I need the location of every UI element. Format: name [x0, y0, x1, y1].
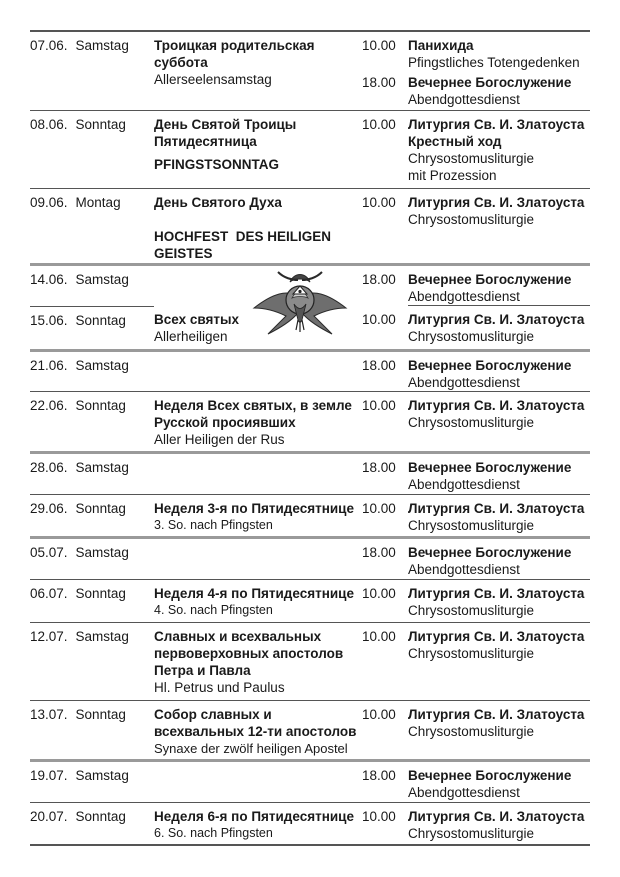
time-cell — [362, 32, 408, 110]
feast-subtitle: Allerseelensamstag — [154, 72, 272, 87]
service-cell — [408, 352, 590, 391]
weekday: Sonntag — [75, 117, 126, 132]
date-cell — [30, 189, 154, 263]
service-name: Литургия Св. И. Златоуста — [408, 195, 585, 210]
table-row — [30, 30, 590, 110]
service-name: Литургия Св. И. Златоуста — [408, 117, 585, 132]
service-cell — [408, 495, 590, 536]
service — [408, 37, 590, 71]
feast-subtitle: 6. So. nach Pfingsten — [154, 826, 273, 840]
feast-cell — [154, 762, 362, 802]
feast-cell — [154, 495, 362, 536]
date: 15.06. — [30, 313, 68, 328]
service-desc: Chrysostomusliturgie — [408, 724, 535, 739]
date: 05.07. — [30, 545, 68, 560]
feast-title: Славных и всехвальных первоверховных апостолов Петра и Павла — [154, 629, 344, 678]
weekday: Montag — [75, 195, 121, 210]
service-time: 10.00 — [362, 586, 396, 601]
feast-subtitle: Synaxe der zwölf heiligen Apostel — [154, 741, 348, 756]
service-desc: Abendgottesdienst — [408, 562, 520, 577]
feast-title: День Святой Троицы Пятидесятница — [154, 117, 297, 149]
weekday: Samstag — [75, 358, 129, 373]
table-row — [30, 110, 590, 188]
service-time: 10.00 — [362, 809, 396, 824]
service-name: Вечернее Богослужение — [408, 272, 572, 287]
weekday: Samstag — [75, 460, 129, 475]
service-name: Вечернее Богослужение — [408, 768, 572, 783]
service-time: 18.00 — [362, 460, 396, 475]
service-desc: Chrysostomusliturgie — [408, 518, 535, 533]
date-cell — [30, 454, 154, 494]
service-time: 10.00 — [362, 38, 396, 53]
service-name: Литургия Св. И. Златоуста — [408, 707, 585, 722]
service-desc: Chrysostomusliturgie — [408, 151, 535, 166]
feast-name-german: HOCHFEST DES HEILIGEN GEISTES — [154, 229, 335, 261]
table-row — [30, 349, 590, 391]
service-name: Литургия Св. И. Златоуста — [408, 398, 585, 413]
service-desc: Chrysostomusliturgie — [408, 415, 535, 430]
weekday: Samstag — [75, 545, 129, 560]
service-desc: Chrysostomusliturgie — [408, 646, 535, 661]
service-desc: Pfingstliches Totengedenken — [408, 55, 580, 70]
date-cell — [30, 623, 154, 700]
time-cell — [362, 539, 408, 579]
date-cell — [30, 701, 154, 759]
feast-title: Собор славных и всехвальных 12-ти апостолов — [154, 707, 357, 739]
service-desc: Abendgottesdienst — [408, 92, 520, 107]
service-cell — [408, 701, 590, 759]
date: 19.07. — [30, 768, 68, 783]
service-cell — [408, 111, 590, 188]
service-time: 18.00 — [362, 768, 396, 783]
table-row — [30, 622, 590, 700]
feast-subtitle: Allerheiligen — [154, 329, 228, 344]
feast-cell — [154, 32, 362, 110]
weekday: Sonntag — [75, 809, 126, 824]
service-time: 10.00 — [362, 629, 396, 644]
date: 21.06. — [30, 358, 68, 373]
table-row — [30, 802, 590, 846]
feast-title: Всех святых — [154, 312, 240, 327]
service-time: 10.00 — [362, 312, 396, 327]
time-cell — [362, 111, 408, 188]
service-time: 10.00 — [362, 117, 396, 132]
feast-cell — [154, 580, 362, 622]
time-cell — [362, 701, 408, 759]
service-desc: Chrysostomusliturgie — [408, 826, 535, 841]
weekday: Sonntag — [75, 313, 126, 328]
service-name: Литургия Св. И. Златоуста — [408, 501, 585, 516]
table-row — [30, 579, 590, 622]
service-cell — [408, 306, 590, 349]
feast-cell — [154, 111, 362, 188]
service — [408, 74, 590, 108]
service-name: Вечернее Богослужение — [408, 75, 572, 90]
feast-cell — [154, 189, 362, 263]
service-cell — [408, 32, 590, 110]
feast-title: Неделя 6-я по Пятидесятнице — [154, 809, 354, 824]
time-cell — [362, 803, 408, 844]
service-cell — [408, 454, 590, 494]
service-time: 18.00 — [362, 272, 396, 287]
service-time: 18.00 — [362, 75, 396, 90]
time-cell — [362, 266, 408, 306]
service-desc: Abendgottesdienst — [408, 477, 520, 492]
date-cell — [30, 266, 154, 306]
service-time: 10.00 — [362, 195, 396, 210]
service-desc: Abendgottesdienst — [408, 375, 520, 390]
table-row — [30, 391, 590, 451]
date: 28.06. — [30, 460, 68, 475]
service-desc-extra: mit Prozession — [408, 168, 497, 183]
date-cell — [30, 803, 154, 844]
table-row — [30, 451, 590, 494]
table-row — [30, 536, 590, 579]
service-name: Вечернее Богослужение — [408, 460, 572, 475]
time-cell — [362, 762, 408, 802]
date: 12.07. — [30, 629, 68, 644]
feast-title: Троицкая родительская суббота — [154, 38, 315, 70]
feast-cell — [154, 701, 362, 759]
schedule-table — [30, 30, 590, 846]
service-cell — [408, 539, 590, 579]
service-desc: Chrysostomusliturgie — [408, 329, 535, 344]
weekday: Sonntag — [75, 398, 126, 413]
service-desc: Chrysostomusliturgie — [408, 603, 535, 618]
feast-title: Неделя Всех святых, в земле Русской просиявших — [154, 398, 352, 430]
feast-cell — [154, 454, 362, 494]
dove-icon — [250, 268, 350, 340]
date: 07.06. — [30, 38, 68, 53]
feast-subtitle: Aller Heiligen der Rus — [154, 432, 285, 447]
service-cell — [408, 803, 590, 844]
date-cell — [30, 111, 154, 188]
weekday: Samstag — [75, 272, 129, 287]
date: 29.06. — [30, 501, 68, 516]
date-cell — [30, 32, 154, 110]
service-desc: Abendgottesdienst — [408, 289, 520, 304]
time-cell — [362, 580, 408, 622]
service-name-extra: Крестный ход — [408, 134, 502, 149]
date-cell — [30, 306, 154, 349]
service-time: 10.00 — [362, 398, 396, 413]
service-name: Литургия Св. И. Златоуста — [408, 809, 585, 824]
table-row — [30, 188, 590, 263]
table-row — [30, 494, 590, 536]
date-cell — [30, 539, 154, 579]
date-cell — [30, 580, 154, 622]
feast-cell — [154, 803, 362, 844]
date: 14.06. — [30, 272, 68, 287]
service-time: 18.00 — [362, 545, 396, 560]
time-cell — [362, 352, 408, 391]
service-name: Вечернее Богослужение — [408, 358, 572, 373]
date: 06.07. — [30, 586, 68, 601]
table-row — [30, 700, 590, 759]
service-cell — [408, 189, 590, 263]
service-name: Вечернее Богослужение — [408, 545, 572, 560]
service-time: 18.00 — [362, 358, 396, 373]
time-cell — [362, 392, 408, 451]
date: 22.06. — [30, 398, 68, 413]
date-cell — [30, 495, 154, 536]
service-name: Панихида — [408, 38, 474, 53]
weekday: Samstag — [75, 629, 129, 644]
feast-subtitle: Hl. Petrus und Paulus — [154, 680, 285, 695]
time-cell — [362, 306, 408, 349]
service-cell — [408, 266, 590, 306]
weekday: Samstag — [75, 768, 129, 783]
table-row — [30, 759, 590, 802]
service-desc: Abendgottesdienst — [408, 785, 520, 800]
date-cell — [30, 352, 154, 391]
feast-subtitle: 3. So. nach Pfingsten — [154, 518, 273, 532]
service-desc: Chrysostomusliturgie — [408, 212, 535, 227]
date-cell — [30, 392, 154, 451]
date-cell — [30, 762, 154, 802]
service-name: Литургия Св. И. Златоуста — [408, 312, 585, 327]
weekday: Sonntag — [75, 586, 126, 601]
service-time: 10.00 — [362, 707, 396, 722]
feast-title: Неделя 4-я по Пятидесятнице — [154, 586, 354, 601]
date: 09.06. — [30, 195, 68, 210]
weekday: Sonntag — [75, 707, 126, 722]
feast-cell — [154, 352, 362, 391]
time-cell — [362, 623, 408, 700]
weekday: Sonntag — [75, 501, 126, 516]
date: 08.06. — [30, 117, 68, 132]
service-name: Литургия Св. И. Златоуста — [408, 629, 585, 644]
feast-subtitle: 4. So. nach Pfingsten — [154, 603, 273, 617]
feast-name-german: PFINGSTSONNTAG — [154, 157, 280, 172]
feast-title: День Святого Духа — [154, 195, 282, 210]
weekday: Samstag — [75, 38, 129, 53]
date: 13.07. — [30, 707, 68, 722]
feast-cell — [154, 539, 362, 579]
date: 20.07. — [30, 809, 68, 824]
feast-cell — [154, 623, 362, 700]
service-cell — [408, 392, 590, 451]
time-cell — [362, 189, 408, 263]
service-cell — [408, 762, 590, 802]
service-name: Литургия Св. И. Златоуста — [408, 586, 585, 601]
feast-title: Неделя 3-я по Пятидесятнице — [154, 501, 354, 516]
feast-cell — [154, 392, 362, 451]
service-cell — [408, 623, 590, 700]
service-cell — [408, 580, 590, 622]
time-cell — [362, 454, 408, 494]
service-time: 10.00 — [362, 501, 396, 516]
time-cell — [362, 495, 408, 536]
